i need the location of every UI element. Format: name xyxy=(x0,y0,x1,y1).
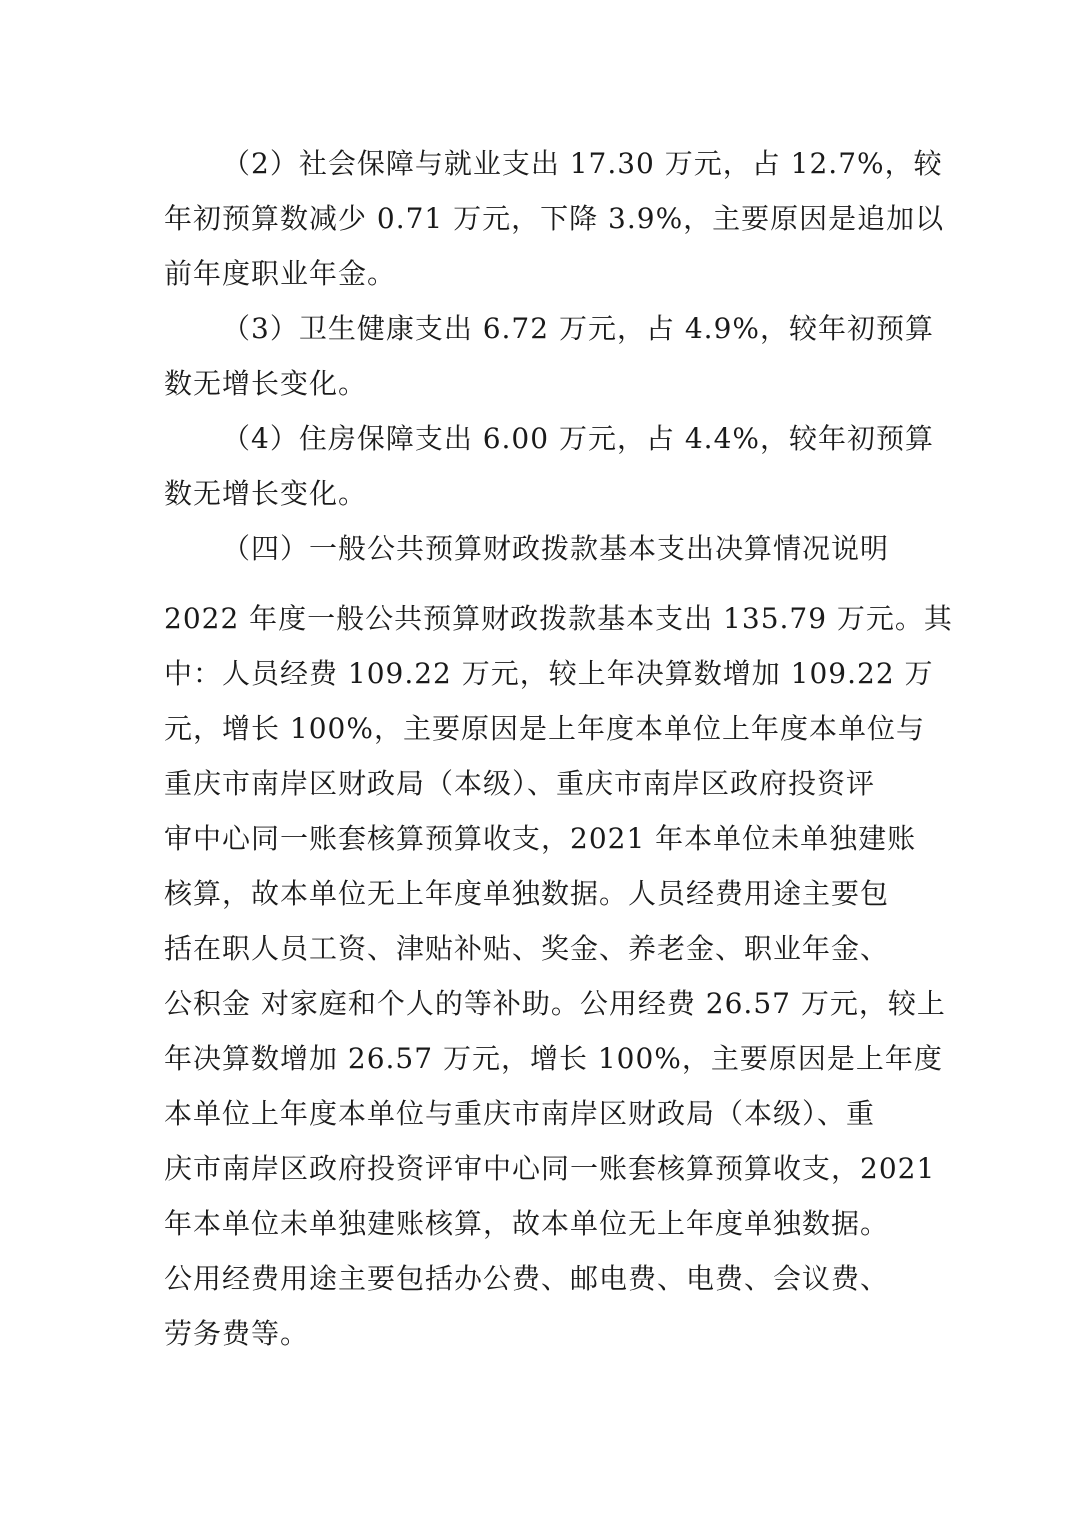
paragraph-line: 前年度职业年金。 xyxy=(164,257,397,290)
paragraph-line: 年本单位未单独建账核算，故本单位无上年度单独数据。 xyxy=(164,1207,890,1240)
paragraph-line: （2）社会保障与就业支出 17.30 万元，占 12.7%，较 xyxy=(222,147,943,180)
paragraph-line: 公用经费用途主要包括办公费、邮电费、电费、会议费、 xyxy=(164,1262,890,1295)
section-heading: （四）一般公共预算财政拨款基本支出决算情况说明 xyxy=(222,532,890,565)
paragraph-line: 重庆市南岸区财政局（本级）、重庆市南岸区政府投资评 xyxy=(164,767,876,800)
paragraph-line: 2022 年度一般公共预算财政拨款基本支出 135.79 万元。其 xyxy=(164,602,953,635)
paragraph-line: 审中心同一账套核算预算收支，2021 年本单位未单独建账 xyxy=(164,822,917,855)
paragraph-line: 核算，故本单位无上年度单独数据。人员经费用途主要包 xyxy=(164,877,890,910)
paragraph-line: 元，增长 100%，主要原因是上年度本单位上年度本单位与 xyxy=(164,712,925,745)
paragraph-line: 劳务费等。 xyxy=(164,1317,310,1350)
paragraph-line: （4）住房保障支出 6.00 万元，占 4.4%，较年初预算 xyxy=(222,422,934,455)
paragraph-line: 公积金 对家庭和个人的等补助。公用经费 26.57 万元，较上 xyxy=(164,987,946,1020)
paragraph-line: 括在职人员工资、津贴补贴、奖金、养老金、职业年金、 xyxy=(164,932,890,965)
paragraph-line: 本单位上年度本单位与重庆市南岸区财政局（本级）、重 xyxy=(164,1097,876,1130)
paragraph-line: 庆市南岸区政府投资评审中心同一账套核算预算收支，2021 xyxy=(164,1152,936,1185)
paragraph-line: 数无增长变化。 xyxy=(164,477,368,510)
paragraph-line: （3）卫生健康支出 6.72 万元，占 4.9%，较年初预算 xyxy=(222,312,934,345)
paragraph-line: 中：人员经费 109.22 万元，较上年决算数增加 109.22 万 xyxy=(164,657,934,690)
paragraph-line: 年初预算数减少 0.71 万元，下降 3.9%，主要原因是追加以 xyxy=(164,202,945,235)
paragraph-line: 数无增长变化。 xyxy=(164,367,368,400)
paragraph-line: 年决算数增加 26.57 万元，增长 100%，主要原因是上年度 xyxy=(164,1042,943,1075)
